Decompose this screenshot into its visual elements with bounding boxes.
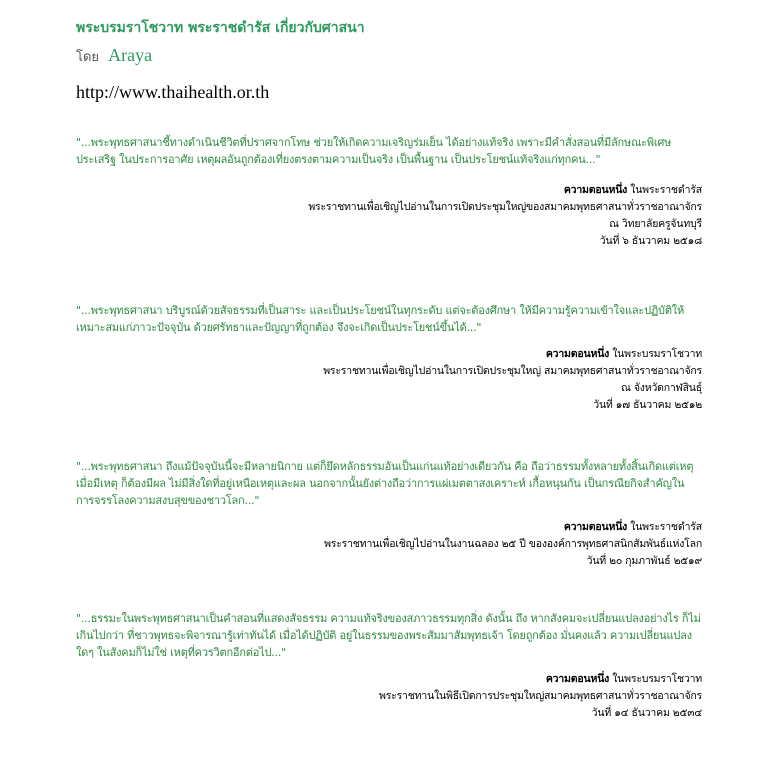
cite-occasion: พระราชทานในพิธีเปิดการประชุมใหญ่สมาคมพุทธศาสนาทั่วราชอาณาจักร (379, 690, 702, 702)
cite-title: ความตอนหนึ่ง (563, 184, 628, 196)
cite-place: ณ วิทยาลัยครูจันทบุรี (609, 218, 702, 230)
quote-citation (76, 519, 702, 570)
cite-date: วันที่ ๑๔ ธันวาคม ๒๕๓๔ (591, 707, 702, 719)
cite-title: ความตอนหนึ่ง (545, 673, 610, 685)
article-title: พระบรมราโชวาท พระราชดำรัส เกี่ยวกับศาสนา (76, 20, 365, 36)
quote-text: "...ธรรมะในพระพุทธศาสนาเป็นคำสอนที่แสดงสัจธรรม ความแท้จริงของสภาวธรรมทุกสิ่ง ดังนั้น ถึง หากสังคมจะเปลี่ยนแปลงอย่างไร ก็ไม่เกินไปกว่า ที่ชาวพุทธจะพิจารณารู้เท่าทันได้ เมื่อได้ปฏิบัติ อยู่ในธรรมของพระสัมมาสัมพุทธเจ้า โดยถูกต้อง มั่นคงแล้ว ความเปลี่ยนแปลงใดๆ ในสังคมก็ไม่ใช่ เหตุที่ควรวิตกอีกต่อไป..." (76, 612, 701, 659)
by-label: โดย (76, 50, 100, 65)
quote-citation (76, 182, 702, 250)
quote-block-2 (76, 302, 702, 414)
byline (76, 44, 702, 69)
quote-block-1 (76, 134, 702, 250)
cite-title: ความตอนหนึ่ง (545, 348, 610, 360)
article (76, 18, 702, 719)
cite-date: วันที่ ๒๐ กุมภาพันธ์ ๒๕๑๙ (586, 555, 702, 567)
quote-block-4 (76, 610, 702, 722)
quote-block-3 (76, 458, 702, 570)
cite-kind: ในพระราชดำรัส (630, 521, 702, 533)
cite-title: ความตอนหนึ่ง (563, 521, 628, 533)
cite-occasion: พระราชทานเพื่อเชิญไปอ่านในงานฉลอง ๒๕ ปี ขององค์การพุทธศาสนิกสัมพันธ์แห่งโลก (324, 538, 702, 550)
quote-text: "...พระพุทธศาสนาชี้ทางดำเนินชีวิตที่ปราศจากโทษ ช่วยให้เกิดความเจริญร่มเย็น ได้อย่างแท้จริง เพราะมีคำสั่งสอนที่มีลักษณะพิเศษประเสริฐ ในประการอาศัย เหตุผลอันถูกต้องเที่ยงตรงตามความเป็นจริง เป็นพื้นฐาน เป็นประโยชน์แท้จริงแก่ทุกคน..." (76, 136, 672, 166)
author-name: Araya (108, 45, 153, 65)
quote-text: "...พระพุทธศาสนา บริบูรณ์ด้วยสัจธรรมที่เป็นสาระ และเป็นประโยชน์ในทุกระดับ แต่จะต้องศึกษา ให้มีความรู้ความเข้าใจและปฏิบัติให้เหมาะสมแก่ภาวะปัจจุบัน ด้วยศรัทธาและปัญญาที่ถูกต้อง จึงจะเกิดเป็นประโยชน์ขึ้นได้..." (76, 304, 684, 334)
cite-place: ณ จังหวัดกาฬสินธุ์ (621, 382, 702, 394)
quote-citation (76, 346, 702, 414)
cite-kind: ในพระบรมราโชวาท (612, 348, 702, 360)
cite-kind: ในพระราชดำรัส (630, 184, 702, 196)
cite-occasion: พระราชทานเพื่อเชิญไปอ่านในการเปิดประชุมใหญ่ของสมาคมพุทธศาสนาทั่วราชอาณาจักร (308, 201, 702, 213)
cite-occasion: พระราชทานเพื่อเชิญไปอ่านในการเปิดประชุมใหญ่ สมาคมพุทธศาสนาทั่วราชอาณาจักร (323, 365, 702, 377)
quote-text: "...พระพุทธศาสนา ถึงแม้ปัจจุบันนี้จะมีหลายนิกาย แต่ก็ยึดหลักธรรมอันเป็นแก่นแท้อย่างเดียวกัน คือ ถือว่าธรรมทั้งหลายทั้งสิ้นเกิดแต่เหตุ เมื่อมีเหตุ ก็ต้องมีผล ไม่มีสิ่งใดที่อยู่เหนือเหตุและผล นอกจากนั้นยังต่างถือว่าการแผ่เมตตาสงเคราะห์ เกื้อหนุนกัน เป็นกรณียกิจสำคัญในการจรรโลงความสงบสุขของชาวโลก..." (76, 460, 694, 507)
cite-kind: ในพระบรมราโชวาท (612, 673, 702, 685)
quote-citation (76, 671, 702, 722)
cite-date: วันที่ ๑๗ ธันวาคม ๒๕๑๒ (593, 399, 702, 411)
source-url: http://www.thaihealth.or.th (76, 82, 270, 102)
cite-date: วันที่ ๖ ธันวาคม ๒๕๑๘ (599, 235, 702, 247)
